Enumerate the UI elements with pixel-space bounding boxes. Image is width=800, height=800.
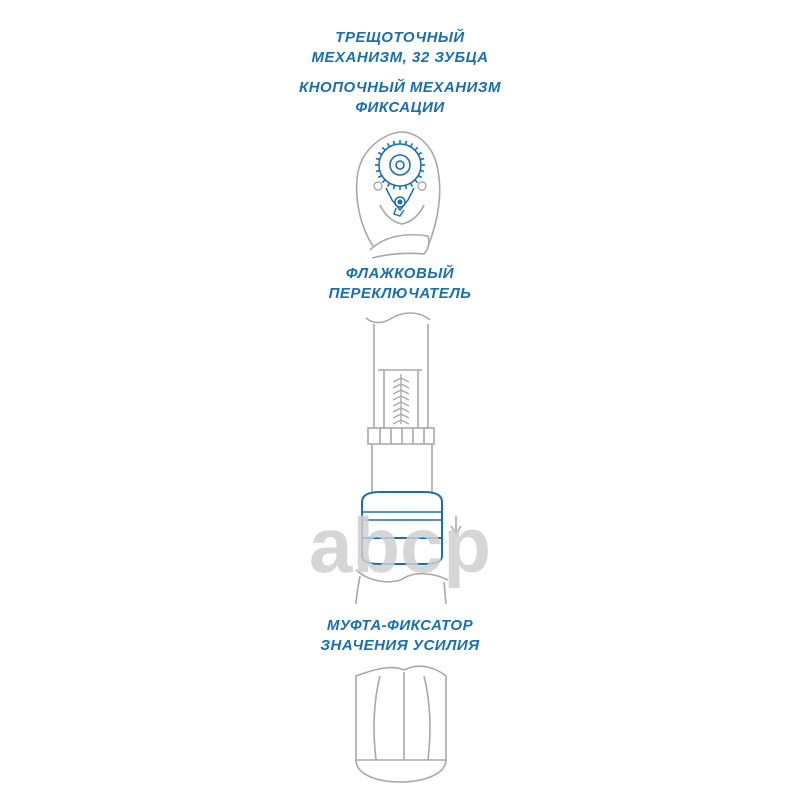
scale-tick	[393, 390, 409, 394]
wrench-head	[357, 132, 440, 258]
scale-tick	[393, 414, 409, 418]
gear-tooth	[388, 183, 390, 186]
gear-tooth	[418, 153, 421, 155]
gear-tooth	[394, 141, 395, 145]
pawl-mechanism-icon	[386, 188, 414, 210]
watermark-logo	[300, 500, 500, 600]
torque-scale-icon	[393, 374, 409, 424]
label-ratchet-line2: МЕХАНИЗМ, 32 ЗУБЦА	[311, 49, 489, 66]
label-clutch-line2: ЗНАЧЕНИЯ УСИЛИЯ	[320, 637, 480, 654]
label-clutch-line1: МУФТА-ФИКСАТОР	[326, 617, 474, 634]
gear-tooth	[411, 183, 413, 186]
gear-tooth	[376, 170, 380, 171]
clutch-collar-icon	[362, 492, 442, 564]
label-button-lock-line1: КНОПОЧНЫЙ МЕХАНИЗМ	[298, 79, 502, 96]
label-ratchet-line1: ТРЕЩОТОЧНЫЙ	[335, 29, 465, 46]
gear-tooth	[378, 176, 381, 178]
gear-tooth	[420, 170, 424, 171]
label-clutch	[0, 616, 800, 656]
label-ratchet-mechanism	[0, 28, 800, 68]
label-flag-switch-line1: ФЛАЖКОВЫЙ	[345, 265, 455, 282]
gear-tooth	[378, 153, 381, 155]
scale-tick	[393, 408, 409, 412]
wrench-handle	[356, 666, 446, 782]
gear-tooth	[411, 143, 413, 146]
ratchet-gear-icon	[375, 140, 425, 190]
wrench-body	[368, 428, 434, 492]
gear-tooth	[418, 176, 421, 178]
label-button-lock	[0, 78, 800, 118]
label-flag-switch	[0, 264, 800, 304]
screw-icons	[374, 182, 426, 190]
wrench-grip-top	[356, 570, 448, 604]
gear-tooth	[415, 180, 418, 183]
scale-tick	[393, 378, 409, 382]
gear-tooth	[382, 147, 385, 150]
gear-tooth	[415, 147, 418, 150]
gear-tooth	[388, 143, 390, 146]
watermark-text: abcp	[308, 501, 492, 589]
gear-tooth	[382, 180, 385, 183]
gear-tooth	[420, 159, 424, 160]
scale-tick	[393, 420, 409, 424]
gear-tooth	[405, 185, 406, 189]
gear-tooth	[376, 159, 380, 160]
label-button-lock-line2: ФИКСАЦИИ	[355, 99, 445, 116]
scale-tick	[393, 384, 409, 388]
wrench-shaft	[366, 313, 430, 428]
scale-tick	[393, 396, 409, 400]
gear-tooth	[394, 185, 395, 189]
scale-tick	[393, 402, 409, 406]
label-flag-switch-line2: ПЕРЕКЛЮЧАТЕЛЬ	[328, 285, 472, 302]
arrow-down-icon	[451, 516, 461, 534]
flag-switch-icon	[394, 208, 404, 216]
gear-tooth	[405, 141, 406, 145]
